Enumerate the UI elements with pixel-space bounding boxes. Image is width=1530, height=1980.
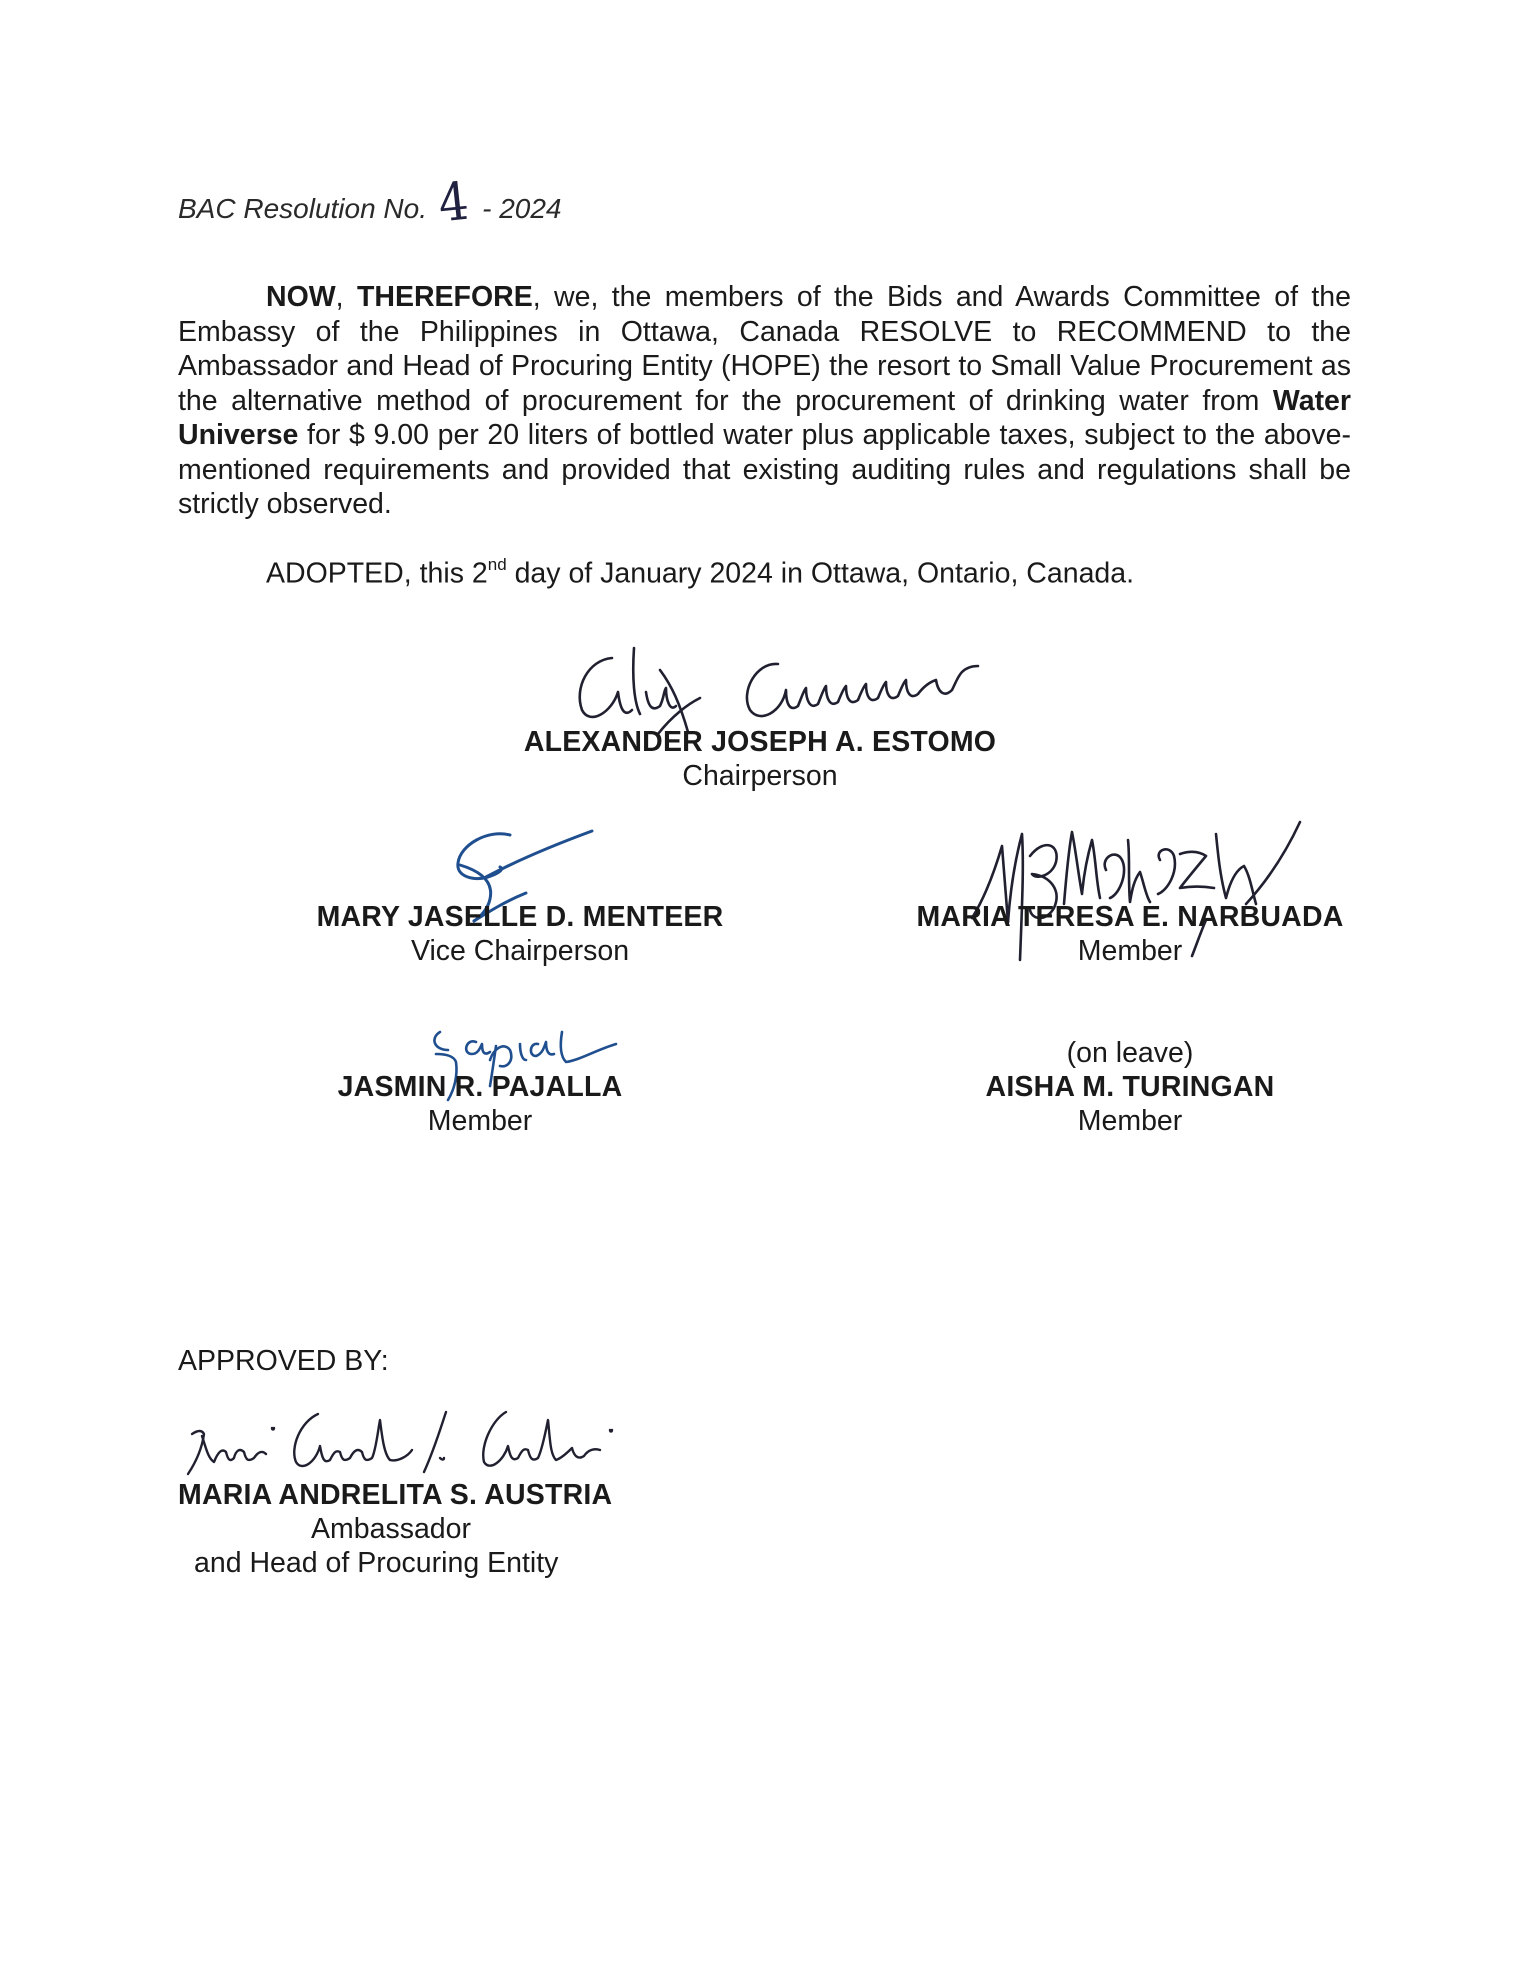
member-2-name: JASMIN R. PAJALLA [337, 1071, 623, 1103]
paragraph-text-1: , we, the members of the Bids and Awards Committee of the Embassy of the Philippines in Ottawa, Canada RESOLVE to RECOMMEND to the Ambassador and Head of Procuring Entity (HOPE) the resort to Small Value Procurement as the alternative method of procurement for the procurement of drinking water from [178, 281, 1351, 417]
ambassador-role-1: Ambassador [311, 1513, 471, 1545]
ambassador-role-2: and Head of Procuring Entity [194, 1547, 559, 1579]
adopted-ordinal: nd [487, 555, 507, 574]
resolution-paragraph [178, 280, 1351, 522]
lead-separator: , [335, 281, 357, 313]
resolution-label: BAC Resolution No. [178, 193, 428, 224]
ambassador-block [178, 1478, 612, 1580]
chair-block [510, 725, 1010, 793]
vice-chair-role: Vice Chairperson [410, 935, 630, 967]
lead-therefore: THEREFORE [356, 281, 533, 313]
member-3-leave-note: (on leave) [1066, 1037, 1194, 1069]
member-2-role: Member [427, 1105, 533, 1137]
chair-name: ALEXANDER JOSEPH A. ESTOMO [523, 726, 997, 758]
resolution-number-handwritten: 4 [435, 171, 472, 235]
member-2-block [260, 1070, 700, 1138]
member-1-block [880, 900, 1380, 968]
approved-by-label: APPROVED BY: [178, 1345, 389, 1377]
ambassador-signature [178, 1400, 638, 1480]
ambassador-name: MARIA ANDRELITA S. AUSTRIA [178, 1479, 613, 1511]
member-3-role: Member [1077, 1105, 1183, 1137]
resolution-header [178, 171, 562, 235]
member-1-role: Member [1077, 935, 1183, 967]
member-3-block [880, 1036, 1380, 1138]
chair-role: Chairperson [682, 760, 838, 792]
adopted-text-rest: day of January 2024 in Ottawa, Ontario, Canada. [506, 557, 1135, 590]
member-1-name: MARIA TERESA E. NARBUADA [916, 901, 1344, 933]
adopted-line [266, 557, 1134, 591]
vice-chair-block [300, 900, 740, 968]
supplier-name: Water Universe [178, 384, 1351, 451]
lead-now: NOW [266, 281, 336, 313]
paragraph-text-2: for $ 9.00 per 20 liters of bottled water plus applicable taxes, subject to the above-mentioned requirements and provided that existing auditing rules and regulations shall be strictly observed. [178, 419, 1351, 520]
resolution-year: - 2024 [482, 193, 562, 224]
adopted-text: ADOPTED, this 2 [266, 557, 488, 590]
member-3-name: AISHA M. TURINGAN [985, 1071, 1275, 1103]
vice-chair-name: MARY JASELLE D. MENTEER [316, 901, 724, 933]
